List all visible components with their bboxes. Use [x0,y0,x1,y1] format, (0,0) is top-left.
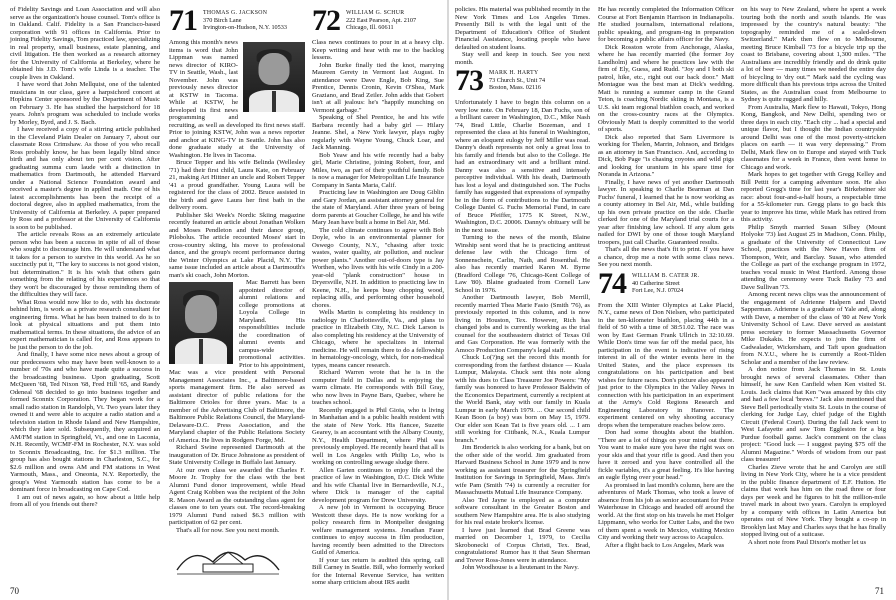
page-gutter [447,0,449,600]
paragraph: Unfortunately I have to begin this column on a very low note. On February 18, Dan Fuchs, son of a brilliant career in Washington, D.C., Mike Nash '74, Brad Little, Charlie Bozeman, and I represented the class at his funeral in Washington, where an eloquent eulogy by Jeff Miller was read. Danny's death represents not only a great loss to his family and friends but also to the College. He had an extraordinary wit and a brilliant mind. Danny was also a sensitive and intensely perceptive individual. With his death, Dartmouth has lost a loyal and distinguished son. The Fuchs family has suggested that expressions of sympathy be in the form of contributions to the Dartmouth College Daniel G. Fuchs Memorial Fund, in care of Bruce Pfeiffer, 1775 K Street, N.W., Washington, D.C. 20006. Danny's obituary will be in the next issue. [455,99,590,234]
paragraph: That's all the news that's fit to print. If you have a chance, drop me a note with some class news. See you next month. [598,246,734,268]
address-line: Chicago, Ill. 60611 [346,24,394,32]
paragraph: Richard Swine represented Dartmouth at the inauguration of Dr. Bruce Johnstone as president of State University College in Buffalo last January. [169,444,305,466]
paragraph: He has recently completed the Information Officer Course at Fort Benjamin Harrison in Indianapolis. He studied journalism, international relations, public speaking, and program-ing in preparation for becoming a public affairs officer for the Navy. [598,6,734,43]
paragraph: John Woodhouse is a lieutenant in the Navy. [462,564,579,571]
paragraph: Wells Martin is completing his residency in radiology in Charlottesville, Va., and plans to practice in Elizabeth City, N.C. Dick Larson is also completing his residency at the University of Chicago, where he specializes in internal medicine. He will remain there to do a fellowship in hematology-oncology, which, for non-medical types, means cancer research. [312,309,444,369]
paragraph: Another Dartmouth lawyer, Bob Merrill, recently married Thea Marie Fasio (Smith '76), as previously reported in this column, and is now living in Houston, Tex. However, Rich has changed jobs and is currently working as the trial counsel for the southeastern district of Texas Oil and Gas Corporation. He was formerly with the Amoco Production Company's legal staff. [455,294,590,354]
paragraph: Also Ted Jayne is employed as a computer software consultant in the Greater Boston and southern New Hampshire area. He is also studying for his real estate broker's license. [455,496,590,526]
paragraph: Chuck Lo(?)ng set the record this month for corresponding from the farthest distance — Kuala Lumpur, Malaysia. Chuck sent this note along with his dues to Class Treasurer Joe Powers: "My family was honored to have Professor Baldwin of the Economics Department, currently a recipient at the World Bank, stay with our family in Kuala Lumpur in early March 1979. ... Our second child Kean Boon (a boy) was born on May 15, 1979. Our elder son Kean Tat is five years old. ... I am still working for Citibank, N.A., Kuala Lumpur branch." [455,354,590,444]
paragraph: Mark hopes to get together with Gregg Kelley and Bill Pettit for a camping adventure soon. He also reported Gregg's time for last year's Birkebeiner ski race: about four-and-a-half hours, a respectable time for a 55-kilometer run. Gregg plans to go back this year to improve his time, while Mark has retired from this activity. [741,171,886,223]
address-line: 73 Church St., Unit 74 [489,77,546,85]
class-heading-73 [455,64,590,97]
portrait-photo [243,42,305,112]
paragraph: Publisher Ski Week's Nordic Skiing magazine recently featured an article about Jonathan Wolken and Moses Pendleton and their dance group, Pilobolus. The article recounted Moses' start in cross-country skiing, his move to professional dance, and the group's recent performance during the Winter Olympics at Lake Placid, N.Y. The same issue included an article about a Dartmouth's man's ski coach, John Morton. [169,211,305,279]
paragraph: Philip Smyth married Susan Silbey (Mount Holyoke '73) last August 25 in Madison, Conn. Philip, a graduate of the University of Connecticut Law School, practices with the New Haven firm of Thompson, Weir, and Barclay. Susan, who attended the College as part of the exchange program in 1972, teaches vocal music in West Hartford. Among those attending the ceremony were Tuck Bailey '73 and Dave Sullivan '73. [741,223,886,291]
paragraph: I have word that John Mellquist, one of the talented musicians in our class, gave a harpsichord concert at Hopkins Center sponsored by the Department of Music on February 3. He has studied the harpsichord for 18 years. John's program was scheduled to include works by Morley, Byrd, and J. S. Bach. [10,81,160,126]
paragraph: Among recent news clips was the announcement of the engagement of Adrienne Halpern and David Sapperman. Adrienne is a graduate of Yale and, along with Dave, a member of the class of '80 at New York University School of Law. Dave served as assistant press secretary to former Massachusetts Governor Mike Dukakis. He expects to join the firm of Cadwalader, Wickersham, and Taft upon graduation from N.Y.U., where he is currently a Root-Tilden Scholar and a member of the law review. [741,291,886,366]
class-heading-71 [169,4,305,37]
address-line: 370 Birch Lane [203,17,242,25]
portrait-photo [169,282,233,364]
column-3 [312,6,444,587]
address-line: Boston, Mass. 02116 [489,84,542,92]
column-6 [741,6,886,546]
paragraph: Practicing law in Washington are Doug Giblin and Gary Jordan, an assistant attorney general for the state of Maryland. After three years of being dorm parents at Goucher College, he and his wife Mary Jean have built a home in Bel Air, Md. [312,189,444,226]
class-secretary-address [489,68,545,92]
paragraph: on his way to New Zealand, where he spent a week touring both the north and south islands. He was impressed by the country's natural beauty: "the topography reminded me of a scaled-down Switzerland." Mark then flew on to Melbourne, meeting Bruce Kimball '73 for a bicycle trip up the coast to Brisbane, covering about 1,300 miles. "The Australians are incredibly friendly and do drink quite a lot of beer — many times we needed the entire day of bicycling to 'dry out.'" Mark said the cycling was more difficult than his previous trips across the United States, as the Australian coast from Melbourne to Sydney is quite rugged and hilly. [741,6,886,103]
class-secretary-address [632,271,699,295]
column-2 [169,6,305,578]
page-number-left: 70 [10,586,19,596]
paragraph: I am out of news again, so how about a little help from all of you friends out there? [10,493,160,508]
paragraph: As promised in last month's column, here are the adventures of Mark Thomas, who took a leave of absence from his job as senior accountant for Price Waterhouse in Chicago and headed off around the world. At the first stop on his travels he met Holger Lippmann, who works for Cutter Labs, and the two of them spent a week in Mexico, visiting Mexico City and working their way across to Acapulco. [598,481,734,541]
paragraph: From Australia, Mark flew to Hawaii, Tokyo, Hong Kong, Bangkok, and New Delhi, spending two or three days in each city. "Each city ... had a special and unique flavor, but I thought the Indian countryside around Delhi was one of the most poverty-stricken places on earth — it was very depressing." From Delhi, Mark flew on to Europe and stayed with Tuck classmates for a week in France, then went home to Chicago and work. [741,103,886,171]
dartmouth-emblem-icon [173,540,283,578]
paragraph: Allen Garten continues to enjoy life and the practice of law in Washington, D.C. Dick White and his wife Chantal live in Bernardsville, N.J., where Dick is manager of the capital development program for Drew University. [312,466,444,504]
class-number: 74 [598,266,626,300]
paragraph: Jim Broderick is also working for a bank, but on the other side of the world. Jim graduated from Harvard Business School in June 1979 and is now working as assistant treasurer for the Springfield Institution for Savings in Springfield, Mass. Jim's wife Pam (Smith '74) is currently a recruiter for Massachusetts Mutual Life Insurance Company. [455,444,590,496]
paragraph: That's all for now. See you next month. [176,526,280,534]
address-line: Fort Lee, N.J. 07024 [632,286,684,294]
paragraph: A new job in Vermont is occupying Bruce Westcott these days. He is now working for a policy research firm in Montpelier designing welfare management systems. Jonathan Fauer continues to enjoy success in film production, having recently been admitted to the Directors Guild of America. [312,504,444,556]
paragraph: A short note from Paul Dixon's mother let us [748,538,867,546]
paragraph: Charles Zieve wrote that he and Carolyn are still living in New York City, where he is a vice president in the public finance department of E.F. Hutton. He claims that work has him on the road three or four days per week and he figures to hit the million-mile travel mark in about two years. Carolyn is employed by a company with offices in Latin America but operates out of New York. They bought a co-op in Brooklyn last May and Charles says that he has finally stopped living out of a suitcase. [741,463,886,538]
paragraph: I have received a copy of a stirring article published in the Cleveland Plain Dealer on January 7, about our classmate Ross Crimshaw. As those of you who recall Ross probably know, he has been legally blind since birth and has only about ten per cent vision. After graduating summa cum laude with a distinction in mathematics from Dartmouth, he attended Harvard under a National Science Foundation award and received a master's degree in applied math. One of his latest accomplishments has been the receipt of a doctoral degree, also in applied mathematics, from the University of California at Berkeley. A paper prepared by Ross and a professor at the University of California is soon to be published. [10,126,160,231]
paragraph: Class news continues to pour in at a heavy clip. Keep writing and hear with me to the backlog lessens. [312,39,444,61]
paragraph: What Ross would now like to do, with his doctorate behind him, is work as a private research consultant for engineering firms. What he has been trained to do is to look at physical situations and put them into mathematical terms. In these situations, the advice of an expert mathematician is called for, and Ross appears to be just the person to do the job. [10,298,160,351]
class-heading-74 [598,266,734,300]
paragraph: Mac Barrett has been appointed director of alumni relations and college promotions at Loyola College in Maryland. His responsibilities include the coordination of alumni events and campus-wide promotional activities. Prior to his appointment, Mac was a vice president with Personal Management Associates Inc., a Baltimore-based sports management firm. He also served as assistant director of public relations for the Baltimore Orioles for three years. Mac is a member of the Advertising Club of Baltimore, the Baltimore Public Relations Council, the Maryland-Delaware-D.C. Press Association, and the Maryland chapter of the Public Relations Society of America. He lives in Rodgers Forge, Md. [169,279,305,444]
paragraph: From the XIII Winter Olympics at Lake Placid, N.Y., came news of Don Nielsen, who participated in the ten-kilometer biathlon, placing 44th in a field of 50 with a time of 38:51.02. The race was won by East German Frank Ullrich in 32:10.69. While Don's time was far off the medal pace, his participation in the event is indicative of rising interest in all of the winter events here in the United States, and the place expresses its congratulations on his participation and best wishes for future races. Don's picture also appeared just prior to the Olympics in the Valley News in connection with his participation in an experiment at the Army's Cold Regions Research and Engineering Laboratory in Hanover. The experiment centered on why shooting accuracy drops when the temperature reaches below zero. [598,301,734,429]
paragraph: Dick also reported that Sam Livermore is working for Thelen, Marrin, Johnson, and Bridges as an attorney in San Francisco. And, according to Dick, Bob Page "is chasing coyotes and wild pigs and looking for uranium in his spare time for Noranda in Arizona." [598,133,734,178]
paragraph: Turning to the news of the month, Blaine Winship sent word that he is practicing antitrust defense law with the Chicago firm of Sonnenschein, Carlin, Nath, and Rosenthal. He also has recently married Karen M. Byrne (Bradford College '76, Chicago-Kent College of Law '80). Blaine graduated from Cornell Law School in 1976. [455,234,590,294]
paragraph: Finally, I have news of yet another Dartmouth lawyer. In speaking to Charlie Bearman at Dan Fuchs' funeral, I learned that he is now working as a county attorney in Bel Air, Md., while building up his own private practice on the side. Charlie clerked for one of the Maryland trial courts for a year after finishing law school. If any alum gets nailed for DWI by one of those tough Maryland troopers, just call Charlie. Guaranteed results. [598,178,734,246]
class-number: 71 [169,4,197,37]
paragraph: A don notice from Jack Thomas in St. Louis brought news of several classmates. Other than himself, he saw Ken Canfield when Ken visited St. Louis. Jack claims that Ken "was amazed by this city and had a few local 'brews.'" Jack also mentioned that Steve Bell periodically visits St. Louis in the course of clerking for Judge Lay, chief judge of the Eighth Circuit (Federal Court). During the fall Jack went to West Lafayette and saw Tom Eggleston for a big Purdue football game. Jack's comment on the class project: "Good luck — I suggest paying $75 off the Alumni Magazine." Words of wisdom from our past class treasurer! [741,366,886,463]
page-number-right: 71 [875,586,884,596]
paragraph: I have just learned that Brad Greene was married on December 1, 1979, to Cecilia Skrobonecki of Corpus Christi, Tex. Brad, congratulations! Rumor has it that Sean Sherman and Trevor Ross-Jones were in attendance. [455,526,590,564]
class-number: 73 [455,64,483,97]
column-4 [455,6,590,572]
paragraph: of Fidelity Savings and Loan Association and will also serve as the organization's house counsel. Tom's office is in Oakland. Calif. Fidelity is a San Francisco-based corporation with 91 offices in California. Prior to joining Fidelity Savings, Tom practiced law, specializing in real property, small business, estate planning, and civil litigation. He then worked as a research attorney for the University of California at Berkeley, where he obtained his J.D. Tom's wife Linda is a teacher. The couple lives in Oakland. [10,6,160,81]
paragraph: policies. His material was published recently in the New York Times and Los Angeles Times. Presently Bill is with the legal unit of the Department of Education's Office of Student Financial Assistance, locating people who have defaulted on student loans. [455,6,590,51]
paragraph: At our own class we awarded the Charles F. Moore Jr. Trophy for the class with the best Alumni Fund donor improvement, while Head Agent Craig Kobben was the recipient of the John R. Mason Award as the outstanding class agent for classes one to ten years out. The record-breaking 1979 Alumni Fund raised $6.3 million with participation of 62 per cent. [169,466,305,526]
class-secretary-address [346,8,416,32]
paragraph: Stay well and keep in touch. See you next month. [455,51,590,66]
paragraph: Dick Rosston wrote from Anchorage, Alaska, where he has recently married (the former Joy Landholm) and where he practices law with the firm of Ely, Guess, and Rudd. "Joy and I both ski patrol, hike, etc., right out our back door." Matt Montague was the best man at Dick's wedding. Matt is running a summer camp in the Grand Teton, is coaching Nordic skiing in Montana, is a U.S. ski team regional biathlon coach, and worked on the cross-country races at the Olympics. Obviously Matt is deeply committed to the world of sports. [598,43,734,133]
secretary-name: MARK H. HARTY [489,70,539,76]
paragraph: Recently engaged is Phil Gioia, who is living in Manhattan and is a public health resident with the state of New York. His fiancee, Suzette Gearey, is an accountant with the Albany County, N.Y., Health Department, where Phil was previously employed. He recently heard that all is well in Los Angeles with Philip Lo, who is working on controlling sewage sludge there. [312,406,444,466]
paragraph: Bob Yeaw and his wife recently had a baby girl, Marie Christine, joining Robert, four, and Miles, two, as part of their youthful family. Bob is now a manager for Metropolitan Life Insurance Company in Santa Maria, Calif. [312,151,444,189]
column-1 [10,6,160,509]
paragraph: Richard Warren wrote that he is in the computer field in Dallas and is enjoying the warm climate. He corresponds with Bill Gray, who now lives in Payne Bars, Quebec, where he teaches school. [312,369,444,406]
paragraph: Among this month's news items is word that John Lippman was named news director of KIRO-TV in Seattle, Wash., last November. John was previously news director at KSTW in Tacoma. While at KSTW, he developed its first news programming and recruiting, as well as developed its first news staff. Prior to joining KSTW, John was a news reporter and anchor at KING-TV in Seattle. John has also done graduate study at the University of Washington. He lives in Tacoma. [169,39,305,159]
paragraph: Speaking of Shel Prentice, he and his wife Barbara recently had a baby girl — Hilary Jeanne. Shel, a New York lawyer, plays rugby regularly with Wayne Young, Chuck Loar, and Jack Manning. [312,114,444,151]
class-number: 72 [312,4,340,37]
secretary-name: WILLIAM G. SCHUR [346,10,405,16]
secretary-name: THOMAS G. JACKSON [203,10,268,16]
paragraph: Don had some thoughts about the biathlon. "There are a lot of things on your mind out there. You want to make sure you have the right wax on your skis and that your rifle is good. And then you have it zeroed and you have controlled all the fickle variables, it's a great feeling. It's like having an eagle flying over your head." [598,429,734,481]
address-line: 40 Catherine Street [632,279,680,287]
address-line: Irvington-on-Hudson, N.Y. 10533 [203,24,287,32]
paragraph: And finally, I have some nice news about a group of our predecessors who may have been well-known to a number of '70s and who have made quite a success in the broadcasting business. Upon graduating, Scott McQueen '68, Ted Nixon '68, Fred Hill '65, and Randy Odeneal '68 decided to go into business together and formed Sconnix Corporation. They began work for a small radio station in Randolph, Vt. Two years later they owned it and were able to acquire a radio station and a television station in Rhode Island and New Hampshire, which they later sold. Subsequently, they acquired an AM/FM station in Springfield, Vt., and one in Laconia, N.H. Recently, WCMF-FM in Rochester, N.Y. was sold to Sconnix Broadcasting, Inc. for $1.3 million. The group has also bought stations in Charleston, S.C., for $2.6 million and owns AM and FM stations in West Yarmouth, Mass., and Oneonta, N.Y. Reportedly, the group's West Yarmouth station has come to be a dominant force in broadcasting on Cape Cod. [10,351,160,493]
class-secretary-address [203,8,287,32]
paragraph: If your tax return is audited this spring, call Bill Carney in Seattle. Bill, who formerly worked for the Internal Revenue Service, has written some sharp criticism about IRS audit [312,556,444,586]
paragraph: After a flight back to Los Angeles, Mark was [605,541,725,549]
paragraph: John Burke finally tied the knot, marrying Maureen Gerety in Vermont last August. In attendance were Dave Engle, Bob King, Sue Prentice, Dennis Cronin, Kevin O'Shea, Mark Graziano, and Brad Zeiler. John adds that Gobert isn't at all jealous: he's "happily munching on Vermont garbage." [312,61,444,114]
paragraph: The cold climate continues to agree with Bob Doyle, who is an environmental planner for Oswego County, N.Y., "chasing after toxic wastes, water quality, air pollution, and nuclear power plants." Another out-of-doors type is Jay Worthen, who lives with his wife Cindy in a 200-year-old "plank construction" house in Dryersville, N.H. In addition to practicing law in Keene, N.H., he keeps busy chopping wood, replacing sills, and performing other household chores. [312,226,444,309]
address-line: 222 East Pearson, Apt. 2107 [346,17,417,25]
class-heading-72 [312,4,444,37]
paragraph: Bruce Tepper and his wife Belinda (Wellesley '71) had their first child, Laura Kate, on February 21, making Art Hittner an uncle and Robert Tepper '41 a proud grandfather. Young Laura will be registered for the class of 2002. Bruce assisted in the birth and gave Laura her first bath in the delivery room. [169,159,305,211]
paragraph: The article reveals Ross as an extremely articulate person who has been a success in spite of all of those who sought to discourage him. He will understand what it takes for a person to survive in this world. As he so succinctly put it, "The key to success is not good vision, but determination." It is his wish that others gain something from the relating of his experiences so that they won't be discouraged by those reminding them of the difficulties they will face. [10,231,160,298]
column-5 [598,6,734,549]
secretary-name: WILLIAM B. CATER JR. [632,272,700,279]
